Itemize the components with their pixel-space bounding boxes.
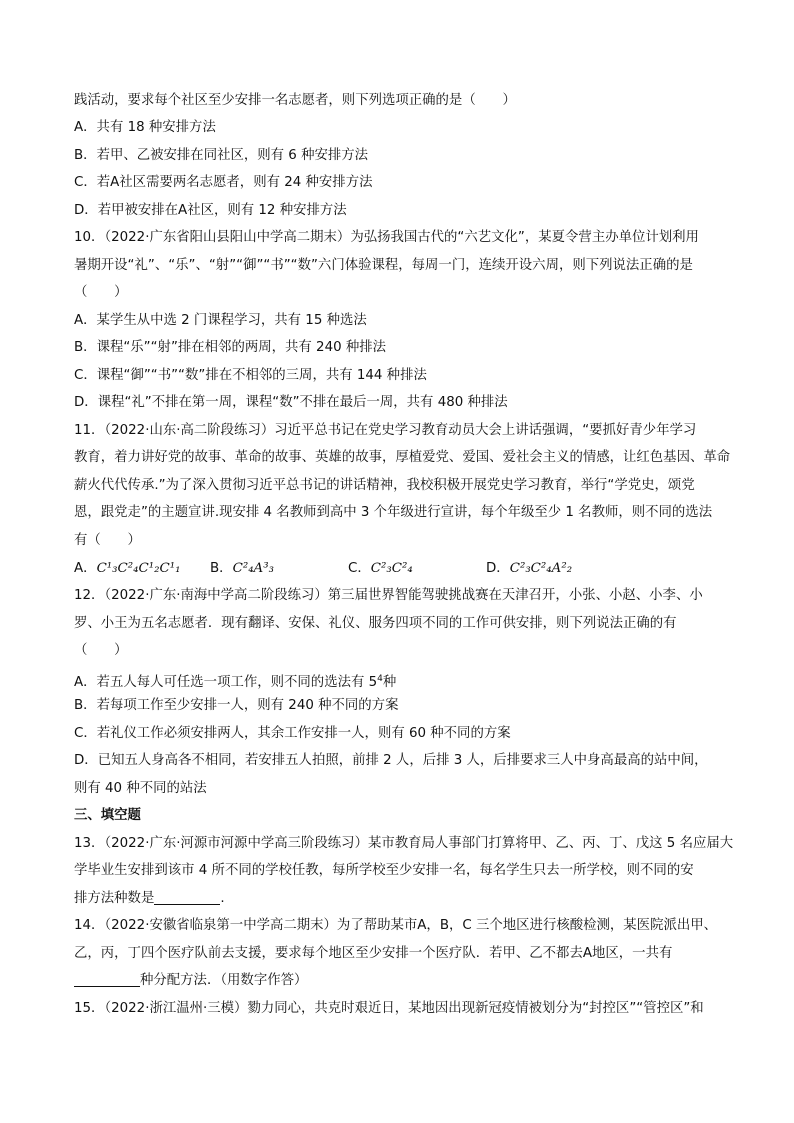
q14-stem-text: 种分配方法．（用数字作答）	[140, 973, 308, 988]
q11-option-d-expr: C²₃C²₄A²₂	[509, 561, 573, 576]
q12-answer-bracket: （ ）	[74, 643, 128, 658]
q11-option-d	[486, 559, 572, 579]
q13-period: .	[220, 891, 225, 906]
q11-option-a-expr: C¹₃C²₄C¹₂C¹₁	[96, 561, 181, 576]
q11-option-c	[348, 559, 413, 579]
q10-option-b: B．课程“乐”“射”排在相邻的两周，共有 240 种排法	[74, 340, 387, 355]
q11-stem-line4: 恩，跟党走”的主题宣讲.现安排 4 名教师到高中 3 个年级进行宣讲，每个年级至少 1 名教师，则不同的选法	[74, 505, 713, 520]
q11-stem-line5: 有（ ）	[74, 533, 141, 548]
q13-stem-line3	[74, 889, 734, 909]
q14-answer-blank[interactable]	[74, 972, 140, 987]
q12-stem-line1: 12．（2022·广东·南海中学高二阶段练习）第三届世界智能驾驶挑战赛在天津召开，小张、小赵、小李、小	[74, 588, 703, 603]
q11-option-c-expr: C²₃C²₄	[370, 561, 413, 576]
q10-option-c: C．课程“御”“书”“数”排在不相邻的三周，共有 144 种排法	[74, 368, 427, 383]
q11-option-b-expr: C²₄A³₃	[232, 561, 274, 576]
q10-option-a: A．某学生从中选 2 门课程学习，共有 15 种选法	[74, 313, 367, 328]
q9-option-a: A．共有 18 种安排方法	[74, 120, 216, 135]
q12-option-d-line1: D．已知五人身高各不相同，若安排五人拍照，前排 2 人，后排 3 人，后排要求三人中身高最高的站中间，	[74, 753, 708, 768]
q11-option-c-label: C．	[348, 561, 371, 576]
q9-stem-tail: 践活动，要求每个社区至少安排一名志愿者，则下列选项正确的是（ ）	[74, 93, 516, 108]
q11-option-d-label: D．	[486, 561, 510, 576]
q11-stem-line1: 11．（2022·山东·高二阶段练习）习近平总书记在党史学习教育动员大会上讲话强调，“要抓好青少年学习	[74, 423, 697, 438]
q12-option-a-tail: 种	[382, 675, 397, 689]
q13-stem-text: 排方法种数是	[74, 891, 155, 906]
q12-option-a-exponent: 4	[377, 674, 383, 684]
q11-option-a-label: A．	[74, 561, 97, 576]
q11-option-b-label: B．	[210, 561, 233, 576]
q10-answer-bracket: （ ）	[74, 285, 128, 300]
q12-option-d-line2: 则有 40 种不同的站法	[74, 781, 207, 796]
q9-option-d: D．若甲被安排在A社区，则有 12 种安排方法	[74, 203, 347, 218]
q12-option-c: C．若礼仪工作必须安排两人，其余工作安排一人，则有 60 种不同的方案	[74, 726, 511, 741]
q9-option-c: C．若A社区需要两名志愿者，则有 24 种安排方法	[74, 175, 373, 190]
q12-stem-line2: 罗、小王为五名志愿者．现有翻译、安保、礼仪、服务四项不同的工作可供安排，则下列说法正确的有	[74, 616, 677, 631]
q11-option-b	[210, 559, 274, 579]
q14-stem-line1: 14．（2022·安徽省临泉第一中学高二期末）为了帮助某市A，B，C 三个地区进行核酸检测，某医院派出甲、	[74, 918, 718, 933]
q11-stem-line3: 薪火代代传承.”为了深入贯彻习近平总书记的讲话精神，我校积极开展党史学习教育，举行“学党史，颂党	[74, 478, 695, 493]
q15-stem-line1: 15．（2022·浙江温州·三模）勠力同心，共克时艰近日，某地因出现新冠疫情被划分为“封控区”“管控区”和	[74, 1001, 704, 1016]
q13-stem-line1: 13．（2022·广东·河源市河源中学高三阶段练习）某市教育局人事部门打算将甲、乙、丙、丁、戊这 5 名应届大	[74, 836, 734, 851]
q12-option-b: B．若每项工作至少安排一人，则有 240 种不同的方案	[74, 698, 399, 713]
q13-stem-line2: 学毕业生安排到该市 4 所不同的学校任教，每所学校至少安排一名，每名学生只去一所学校，则不同的安	[74, 863, 694, 878]
q9-option-b: B．若甲、乙被安排在同社区，则有 6 种安排方法	[74, 148, 369, 163]
q12-option-a	[74, 669, 734, 689]
q13-answer-blank[interactable]	[154, 890, 220, 905]
q12-option-a-text: A．若五人每人可任选一项工作，则不同的选法有 5	[74, 675, 378, 689]
q11-stem-line2: 教育，着力讲好党的故事、革命的故事、英雄的故事，厚植爱党、爱国、爱社会主义的情感，让红色基因、革命	[74, 450, 731, 465]
q11-option-a	[74, 559, 181, 579]
q10-stem-line1: 10．（2022·广东省阳山县阳山中学高二期末）为弘扬我国古代的“六艺文化”，某夏令营主办单位计划利用	[74, 230, 699, 245]
q14-stem-line3	[74, 971, 734, 991]
section-heading-fill-in: 三、填空题	[74, 808, 141, 823]
q10-option-d: D．课程“礼”不排在第一周，课程“数”不排在最后一周，共有 480 种排法	[74, 395, 508, 410]
q11-options-row	[74, 559, 734, 579]
q10-stem-line2: 暑期开设“礼”、“乐”、“射”“御”“书”“数”六门体验课程，每周一门，连续开设六周，则下列说法正确的是	[74, 258, 693, 273]
q14-stem-line2: 乙，丙，丁四个医疗队前去支援，要求每个地区至少安排一个医疗队．若甲、乙不都去A地区，一共有	[74, 946, 673, 961]
